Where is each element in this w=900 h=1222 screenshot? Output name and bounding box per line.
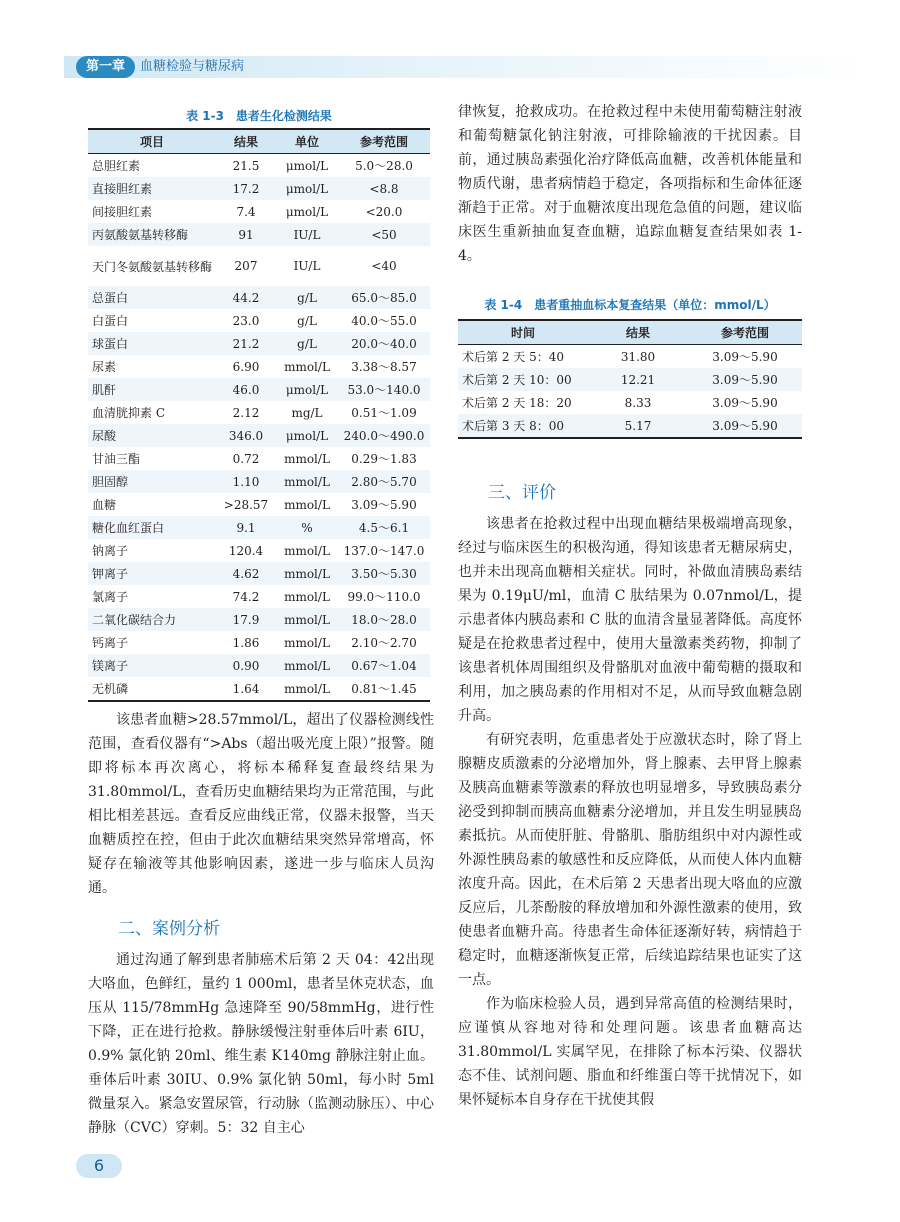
table1-cell: 二氧化碳结合力 (88, 608, 216, 631)
table1-cell: mmol/L (284, 497, 330, 512)
table1-row (88, 286, 430, 309)
table2-cell: 术后第 2 天 10：00 (458, 368, 588, 391)
table1-cell: 白蛋白 (92, 314, 129, 328)
table1-cell: 总蛋白 (88, 286, 216, 309)
table2-cell: 术后第 3 天 8：00 (458, 414, 588, 438)
table1-cell: 尿酸 (88, 424, 216, 447)
table1-cell: 4.62 (216, 562, 276, 585)
table2-row (458, 414, 802, 438)
table1-cell: 65.0～85.0 (338, 286, 430, 309)
page-number: 6 (76, 1154, 122, 1178)
table1-cell: 3.38～8.57 (351, 360, 417, 374)
table2-cell: 5.17 (588, 414, 688, 438)
table2-row (458, 368, 802, 391)
table1-cell: 4.5～6.1 (338, 516, 430, 539)
table1-cell: mmol/L (276, 608, 338, 631)
paragraph: 该患者在抢救过程中出现血糖结果极端增高现象，经过与临床医生的积极沟通，得知该患者无糖尿病史，也并未出现高血糖相关症状。同时，补做血清胰岛素结果为 0.19μU/ml，血清 C 肽结果为 0.07nmol/L，提示患者体内胰岛素和 C 肽的血清含量显著降低。高度怀疑是在抢救患者过程中，使用大量激素类药物，抑制了该患者机体周围组织及骨骼肌对血液中葡萄糖的摄取和利用，加之胰岛素的作用相对不足，从而导致血糖急剧升高。 (458, 516, 802, 724)
table1-cell: 直接胆红素 (88, 177, 216, 200)
table2-cell: 12.21 (588, 368, 688, 391)
table1-cell: mmol/L (276, 654, 338, 677)
table1-cell: 间接胆红素 (92, 205, 153, 219)
table2-header-row (458, 320, 802, 345)
table1-cell: 甘油三酯 (92, 452, 141, 466)
paragraph: 该患者血糖>28.57mmol/L，超出了仪器检测线性范围，查看仪器有“>Abs（超出吸光度上限）”报警。随即将标本再次离心，将标本稀释复查最终结果为 31.80mmol/L，查看历史血糖结果均为正常范围，与此相比相差甚远。查看反应曲线正常，仪器未报警，当天血糖质控在控，但由于此次血糖结果突然异常增高，怀疑存在输液等其他影响因素，遂进一步与临床人员沟通。 (88, 712, 434, 896)
table1-row (88, 654, 430, 677)
table2-caption: 表 1-4 患者重抽血标本复查结果（单位：mmol/L） (484, 298, 776, 312)
paragraph: 律恢复，抢救成功。在抢救过程中未使用葡萄糖注射液和葡萄糖氯化钠注射液，可排除输液的干扰因素。目前，通过胰岛素强化治疗降低高血糖，改善机体能量和物质代谢，患者病情趋于稳定，各项指标和生命体征逐渐趋于正常。对于血糖浓度出现危急值的问题，建议临床医生重新抽血复查血糖，追踪血糖复查结果如表 1-4。 (458, 104, 802, 264)
table1-row (88, 355, 430, 378)
table1-cell: μmol/L (276, 378, 338, 401)
table2-header: 时间 (458, 320, 588, 345)
table2-cell: 术后第 2 天 18：20 (462, 396, 572, 410)
table1-cell: 0.67～1.04 (338, 654, 430, 677)
table1-row (88, 585, 430, 608)
table1-cell: g/L (276, 286, 338, 309)
table1-cell: μmol/L (285, 158, 329, 173)
table2-header: 参考范围 (688, 320, 802, 345)
table1-header: 项目 (88, 129, 216, 154)
table1-cell: 21.5 (232, 158, 260, 173)
paragraph: 通过沟通了解到患者肺癌术后第 2 天 04：42出现大咯血，色鲜红，量约 1 000ml，患者呈休克状态，血压从 115/78mmHg 急速降至 90/58mmHg，进行性下降，正在进行抢救。静脉缓慢注射垂体后叶素 6IU，0.9% 氯化钠 20ml、维生素 K140mg 静脉注射止血。垂体后叶素 30IU、0.9% 氯化钠 50ml，每小时 5ml 微量泵入。紧急安置尿管，行动脉（监测动脉压）、中心静脉（CVC）穿刺。5：32 自主心 (88, 952, 434, 1136)
table1-cell: 0.29～1.83 (351, 452, 417, 466)
table1-cell: 氯离子 (92, 590, 129, 604)
chapter-title: 血糖检验与糖尿病 (140, 59, 245, 74)
table1-cell: 23.0 (232, 313, 260, 328)
table1-row (88, 493, 430, 516)
table1-row (88, 309, 430, 332)
table1 (88, 128, 430, 702)
table1-cell: 240.0～490.0 (338, 424, 430, 447)
table1-cell: g/L (276, 332, 338, 355)
table1-cell: 无机磷 (88, 677, 216, 701)
table1-row (88, 447, 430, 470)
table1-cell: mmol/L (284, 451, 330, 466)
table1-cell: 1.64 (216, 677, 276, 701)
table1-row (88, 332, 430, 355)
table1-cell: 尿素 (92, 360, 117, 374)
table1-row (88, 539, 430, 562)
table1-cell: mmol/L (276, 470, 338, 493)
table1-cell: mmol/L (276, 562, 338, 585)
table1-caption: 表 1-3 患者生化检测结果 (186, 109, 332, 123)
table1-row (88, 401, 430, 424)
table1-cell: 40.0～55.0 (351, 314, 417, 328)
table1-row (88, 200, 430, 223)
table2-row (458, 391, 802, 414)
table1-cell: 346.0 (216, 424, 276, 447)
section-heading-3: 三、评价 (488, 483, 556, 503)
table1-cell: 120.4 (228, 543, 264, 558)
table1-cell: 137.0～147.0 (343, 544, 425, 558)
table2-cell: 3.09～5.90 (688, 368, 802, 391)
table1-row (88, 246, 430, 286)
table1-row (88, 378, 430, 401)
table2-cell: 8.33 (624, 395, 652, 410)
table1-row (88, 177, 430, 200)
table1-row (88, 631, 430, 654)
table1-cell: <20.0 (365, 204, 403, 219)
table1-cell: 99.0～110.0 (347, 590, 421, 604)
table2-cell: 3.09～5.90 (712, 396, 778, 410)
right-paragraphs (458, 512, 802, 1112)
table1-cell: 钠离子 (92, 544, 129, 558)
table2-header: 结果 (588, 320, 688, 345)
left-paragraph-2 (88, 948, 434, 1140)
table1-cell: 丙氨酸氨基转移酶 (88, 223, 216, 246)
table1-cell: 0.81～1.45 (338, 677, 430, 701)
section-heading-2: 二、案例分析 (118, 919, 220, 939)
table1-header-row (88, 129, 430, 154)
table1-cell: <50 (338, 223, 430, 246)
table1-cell: % (276, 516, 338, 539)
table1-cell: 20.0～40.0 (338, 332, 430, 355)
table1-cell: mmol/L (284, 635, 330, 650)
table1-cell: 6.90 (232, 359, 260, 374)
table1-row (88, 223, 430, 246)
table1-cell: μmol/L (285, 204, 329, 219)
table1-cell: 0.72 (232, 451, 260, 466)
table1-cell: 9.1 (216, 516, 276, 539)
table2-cell: 3.09～5.90 (712, 350, 778, 364)
table1-cell: 2.12 (232, 405, 260, 420)
table1-cell: mg/L (291, 405, 323, 420)
table1-cell: <40 (371, 259, 397, 273)
table1-cell: 5.0～28.0 (355, 159, 413, 173)
table1-row (88, 424, 430, 447)
table1-cell: 3.50～5.30 (338, 562, 430, 585)
table1-cell: 糖化血红蛋白 (88, 516, 216, 539)
table1-cell: 7.4 (236, 204, 256, 219)
table1-cell: 0.51～1.09 (351, 406, 417, 420)
table1-cell: mmol/L (284, 359, 330, 374)
table1-header: 单位 (276, 129, 338, 154)
table1-row (88, 154, 430, 178)
table1-cell: 天门冬氨酸氨基转移酶 (92, 259, 213, 274)
table1-cell: 0.90 (216, 654, 276, 677)
table1-cell: 53.0～140.0 (338, 378, 430, 401)
table1-cell: mmol/L (276, 677, 338, 701)
table1-cell: 207 (234, 259, 258, 273)
table1-cell: >28.57 (223, 497, 269, 512)
table1-cell: IU/L (276, 223, 338, 246)
paragraph: 有研究表明，危重患者处于应激状态时，除了肾上腺糖皮质激素的分泌增加外，肾上腺素、去甲肾上腺素及胰高血糖素等激素的释放也明显增多，导致胰岛素分泌受到抑制而胰高血糖素分泌增加，并且发生明显胰岛素抵抗。从而使肝脏、骨骼肌、脂肪组织中对内源性或外源性胰岛素的敏感性和反应降低，从而使人体内血糖浓度升高。因此，在术后第 2 天患者出现大咯血的应激反应后，儿茶酚胺的释放增加和外源性激素的使用，致使患者血糖升高。待患者生命体征逐渐好转，病情趋于稳定时，血糖逐渐恢复正常，后续追踪结果也证实了这一点。 (458, 732, 802, 988)
table2 (458, 319, 802, 439)
table1-cell: 21.2 (216, 332, 276, 355)
table2-cell: 3.09～5.90 (688, 414, 802, 438)
table1-cell: 肌酐 (88, 378, 216, 401)
table1-cell: μmol/L (276, 177, 338, 200)
table1-cell: 胆固醇 (88, 470, 216, 493)
table1-row (88, 516, 430, 539)
table1-cell: 74.2 (232, 589, 260, 604)
table2-cell: 术后第 2 天 5：40 (462, 350, 564, 364)
table1-cell: 17.2 (216, 177, 276, 200)
table1-cell: 44.2 (216, 286, 276, 309)
table1-row (88, 677, 430, 701)
table1-cell: <8.8 (338, 177, 430, 200)
right-paragraph-0 (458, 100, 802, 268)
table1-header: 结果 (216, 129, 276, 154)
table1-cell: 91 (216, 223, 276, 246)
paragraph: 作为临床检验人员，遇到异常高值的检测结果时，应谨慎从容地对待和处理问题。该患者血糖高达 31.80mmol/L 实属罕见，在排除了标本污染、仪器状态不佳、试剂问题、脂血和纤维蛋白等干扰情况下，如果怀疑标本自身存在干扰使其假 (458, 996, 802, 1108)
table1-cell: mmol/L (284, 589, 330, 604)
table1-cell: 17.9 (216, 608, 276, 631)
table1-cell: 钾离子 (88, 562, 216, 585)
table1-cell: 镁离子 (88, 654, 216, 677)
table1-cell: 血清胱抑素 C (92, 406, 165, 420)
table1-cell: mmol/L (284, 543, 330, 558)
table1-cell: μmol/L (276, 424, 338, 447)
table1-cell: IU/L (293, 259, 321, 273)
table1-cell: 18.0～28.0 (338, 608, 430, 631)
table1-cell: 2.10～2.70 (351, 636, 417, 650)
table1-cell: 1.86 (232, 635, 260, 650)
table1-header: 参考范围 (338, 129, 430, 154)
table2-row (458, 345, 802, 369)
table1-row (88, 470, 430, 493)
table1-cell: 46.0 (216, 378, 276, 401)
table1-cell: 球蛋白 (88, 332, 216, 355)
table1-cell: 血糖 (92, 498, 117, 512)
table1-cell: 1.10 (216, 470, 276, 493)
table1-cell: 3.09～5.90 (351, 498, 417, 512)
table1-cell: 钙离子 (92, 636, 129, 650)
table1-row (88, 608, 430, 631)
table2-cell: 31.80 (620, 349, 656, 364)
left-paragraph-1 (88, 708, 434, 900)
table1-cell: 2.80～5.70 (338, 470, 430, 493)
chapter-label: 第一章 (76, 56, 135, 78)
table1-cell: g/L (297, 313, 317, 328)
table1-row (88, 562, 430, 585)
table1-cell: 总胆红素 (92, 159, 141, 173)
